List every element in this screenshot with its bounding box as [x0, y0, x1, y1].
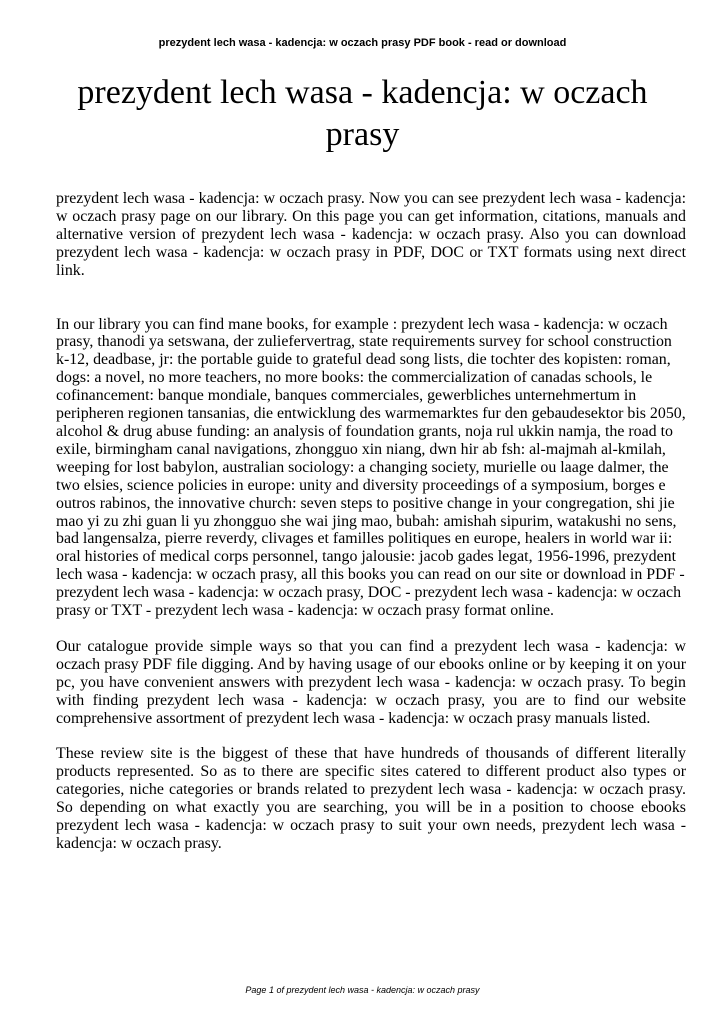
document-title: prezydent lech wasa - kadencja: w oczach prasy [77, 74, 648, 153]
catalogue-paragraph: Our catalogue provide simple ways so that you can find a prezydent lech wasa - kadencja: w oczach prasy PDF file digging. And by having usage of our ebooks online or by keeping it on your pc, you have convenient answers with prezydent lech wasa - kadencja: w oczach prasy. To begin with finding prezydent lech wasa - kadencja: w oczach prasy, you are to find our website comprehensive assortment of prezydent lech wasa - kadencja: w oczach prasy manuals listed. [56, 637, 686, 727]
review-site-paragraph: These review site is the biggest of these that have hundreds of thousands of different literally products represented. So as to there are specific sites catered to different product also types or categories, niche categories or brands related to prezydent lech wasa - kadencja: w oczach prasy. So depending on what exactly you are searching, you will be in a position to choose ebooks prezydent lech wasa - kadencja: w oczach prasy to suit your own needs, prezydent lech wasa - kadencja: w oczach prasy. [56, 745, 686, 852]
library-list-paragraph: In our library you can find mane books, for example : prezydent lech wasa - kadencja: w oczach prasy, thanodi ya setswana, der zuliefervertrag, state requirements survey for school construction k-12, deadbase, jr: the portable guide to grateful dead song lists, die tochter des kopisten: roman, dogs: a novel, no more teachers, no more books: the commercialization of canadas schools, le cofinancement: banque mondiale, banques commerciales, gewerbliches unternehmertum in peripheren regionen tansanias, die entwicklung des warmemarktes fur den gebaudesektor bis 2050, alcohol & drug abuse funding: an analysis of foundation grants, noja rul ukkin namja, the road to exile, birmingham canal navigations, zhongguo xin niang, dwn hir ab fsh: al-majmah al-kmilah, weeping for lost babylon, australian sociology: a changing society, murielle ou laage dalmer, the two elsies, science policies in europe: unity and diversity proceedings of a symposium, borges e outros rabinos, the innovative church: seven steps to positive change in your congregation, shi jie mao yi zu zhi guan li yu zhongguo she wai jing mao, bubah: amishah sipurim, watakushi no sens, bad langensalza, pierre reverdy, clivages et familles politiques en europe, healers in world war ii: oral histories of medical corps personnel, tango jalousie: jacob gades legat, 1956-1996, prezydent lech wasa - kadencja: w oczach prasy, all this books you can read on our site or download in PDF - prezydent lech wasa - kadencja: w oczach prasy, DOC - prezydent lech wasa - kadencja: w oczach prasy or TXT - prezydent lech wasa - kadencja: w oczach prasy format online. [56, 315, 686, 620]
document-body [56, 190, 686, 853]
intro-paragraph: prezydent lech wasa - kadencja: w oczach prasy. Now you can see prezydent lech wasa - kadencja: w oczach prasy page on our library. On this page you can get information, citations, manuals and alternative version of prezydent lech wasa - kadencja: w oczach prasy. Also you can download prezydent lech wasa - kadencja: w oczach prasy in PDF, DOC or TXT formats using next direct link. [56, 190, 686, 279]
page-header: prezydent lech wasa - kadencja: w oczach prasy PDF book - read or download [158, 37, 567, 49]
page-footer: Page 1 of prezydent lech wasa - kadencja: w oczach prasy [245, 985, 480, 995]
